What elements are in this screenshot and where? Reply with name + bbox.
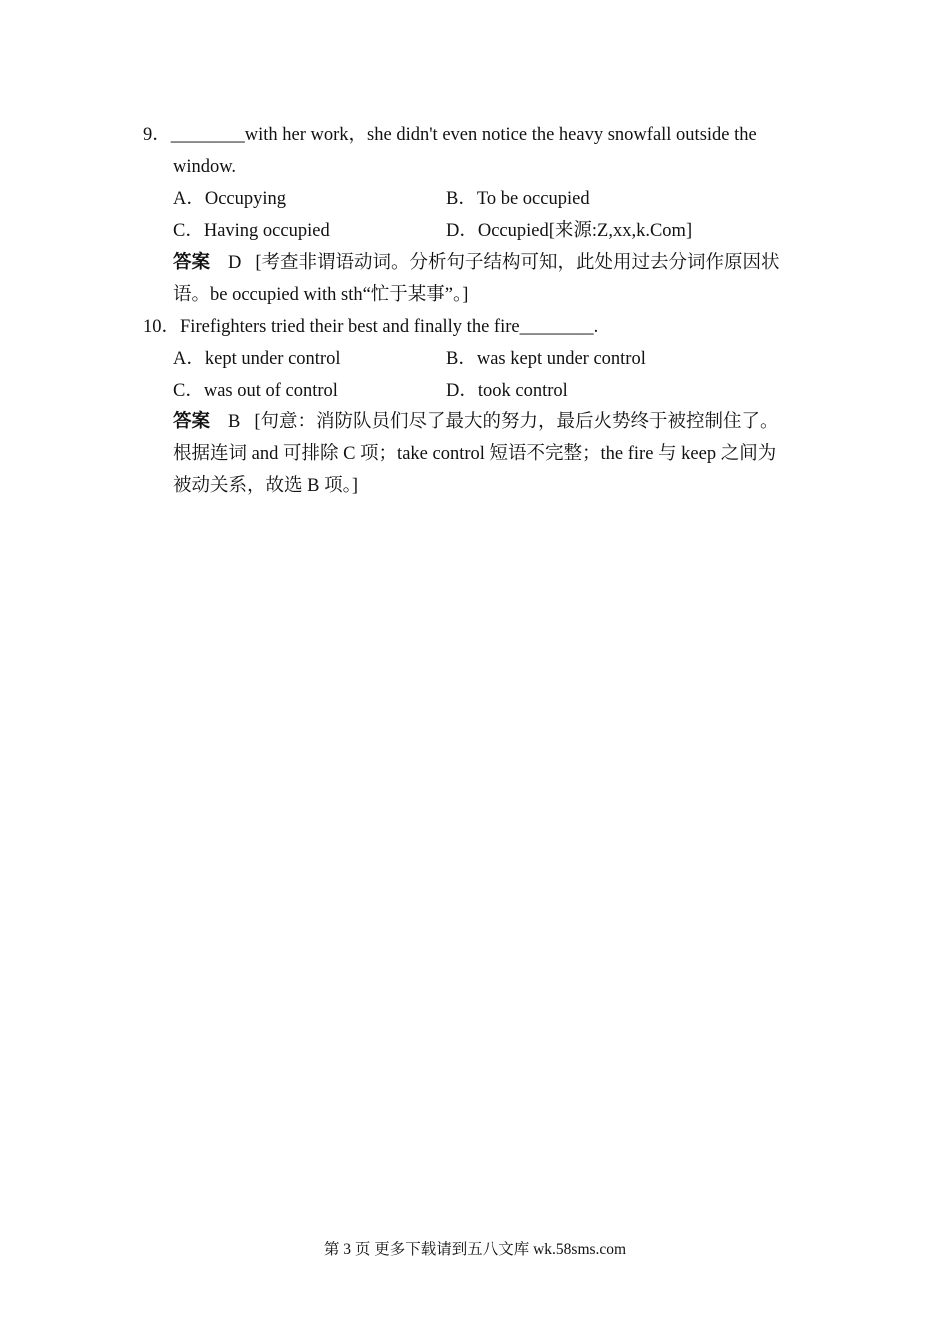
question-number: 9．	[143, 125, 171, 145]
answer-letter: B	[228, 412, 241, 432]
answer-letter: D	[228, 253, 242, 273]
question-9-option-b: B．To be occupied	[446, 189, 590, 209]
question-9-option-d: D．Occupied[来源:Z,xx,k.Com]	[446, 221, 693, 241]
question-9-option-a: A．Occupying	[173, 189, 287, 209]
answer-label: 答案	[173, 253, 211, 273]
question-10-option-b: B．was kept under control	[446, 349, 646, 369]
page-footer: 第 3 页 更多下载请到五八文库 wk.58sms.com	[323, 1241, 627, 1258]
question-text: Firefighters tried their best and finally the fire________.	[180, 317, 599, 337]
question-10-stem-line1	[143, 311, 598, 343]
question-number: 10．	[143, 317, 181, 337]
question-10-answer	[173, 406, 779, 438]
question-10-option-a: A．kept under control	[173, 349, 341, 369]
question-9-stem-line1	[143, 119, 757, 151]
answer-label: 答案	[173, 412, 211, 432]
question-9-option-c: C．Having occupied	[173, 221, 330, 241]
question-10-explanation-line2: 根据连词 and 可排除 C 项；take control 短语不完整；the fire 与 keep 之间为	[173, 444, 777, 464]
answer-explanation: [考查非谓语动词。分析句子结构可知，此处用过去分词作原因状	[255, 253, 780, 273]
question-text: ________with her work，she didn't even notice the heavy snowfall outside the	[170, 125, 757, 145]
question-9-explanation-line2: 语。be occupied with sth“忙于某事”。]	[173, 285, 469, 305]
question-9-answer	[173, 247, 780, 279]
answer-explanation: [句意：消防队员们尽了最大的努力，最后火势终于被控制住了。	[254, 412, 779, 432]
question-9-stem-line2: window.	[173, 157, 237, 177]
question-10-option-c: C．was out of control	[173, 381, 338, 401]
question-10-explanation-line3: 被动关系，故选 B 项。]	[173, 476, 359, 496]
question-10-option-d: D．took control	[446, 381, 568, 401]
